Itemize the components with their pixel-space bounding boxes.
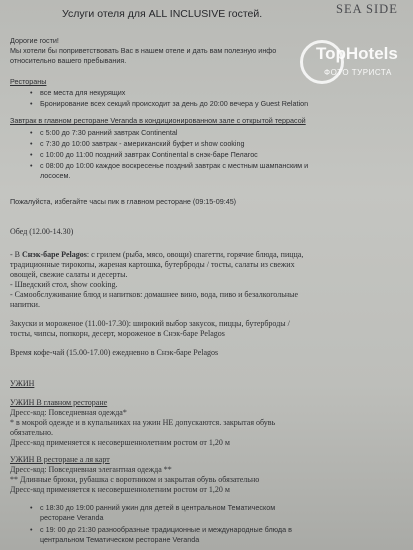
list-item-continuation: ресторане Veranda [40, 513, 104, 522]
section-heading-restaurants: Рестораны [10, 77, 47, 86]
list-item: с 10:00 до 11:00 поздний завтрак Continental в снэк-баре Пелагос [40, 150, 258, 159]
intro-line: Мы хотели бы поприветствовать Вас в нашем отеле и дать вам полезную инфо [10, 46, 277, 55]
watermark-brand: TopHotels [316, 44, 398, 63]
section-heading-breakfast: Завтрак в главном ресторане Veranda в кондиционированном зале с открытой террасой [10, 116, 306, 125]
lunch-line: традиционные тирокопы, жареная картошка, бутерброды / тосты, салаты из свежих [10, 260, 295, 269]
bullet-icon: • [30, 99, 33, 108]
bullet-icon: • [30, 161, 33, 170]
snacks-line: тосты, чипсы, попкорн, десерт, мороженое в Снэк-баре Pelagos [10, 329, 225, 338]
lunch-line: овощей, свежие салаты и десерты. [10, 270, 128, 279]
bullet-icon: • [30, 503, 33, 512]
dinner-alacarte-heading: УЖИН В ресторане а ля карт [10, 455, 110, 464]
list-item-continuation: центральном Тематическом ресторане Veranda [40, 535, 200, 544]
bullet-icon: • [30, 525, 33, 534]
dinner-heading: УЖИН [10, 379, 35, 388]
dinner-line: Дресс-код: Повседневная одежда* [10, 408, 127, 417]
dinner-line: ** Длинные брюки, рубашка с воротником и закрытая обувь обязательно [10, 475, 260, 484]
snacks-line: Закуски и мороженое (11.00-17.30): широкий выбор закусок, пиццы, бутерброды / [10, 319, 290, 328]
hotel-logo: SEA SIDE [336, 2, 398, 16]
dinner-line: Дресс-код: Повседневная элегантная одежда ** [10, 465, 172, 474]
watermark-logo [300, 38, 410, 92]
intro-line: относительно вашего пребывания. [10, 56, 127, 65]
page-title: Услуги отеля для ALL INCLUSIVE гостей. [62, 8, 263, 20]
dinner-line: * в мокрой одежде и в купальниках на ужин НЕ допускаются. закрытая обувь [10, 418, 276, 427]
bullet-icon: • [30, 139, 33, 148]
greeting: Дорогие гости! [10, 36, 59, 45]
lunch-line: - Самообслуживание блюд и напитков: домашнее вино, вода, пиво и безалкогольные [10, 290, 299, 299]
bullet-icon: • [30, 88, 33, 97]
lunch-line: - В Снэк-баре Pelagos: с грилем (рыба, мясо, овощи) спагетти, горячие блюда, пицца, [10, 250, 304, 259]
coffee-time: Время кофе-чай (15.00-17.00) ежедневно в Снэк-баре Pelagos [10, 348, 219, 357]
peak-hours-note: Пожалуйста, избегайте часы пик в главном ресторане (09:15-09:45) [10, 197, 237, 206]
list-item: с 5:00 до 7:30 ранний завтрак Continental [40, 128, 178, 137]
lunch-line: напитки. [10, 300, 40, 309]
lunch-line: - Шведский стол, show cooking. [10, 280, 118, 289]
bullet-icon: • [30, 128, 33, 137]
list-item: Бронирование всех секций происходит за день до 20:00 вечера у Guest Relation [40, 99, 309, 108]
dinner-line: обязательно. [10, 428, 54, 437]
bullet-icon: • [30, 150, 33, 159]
list-item-continuation: лососем. [40, 171, 71, 180]
list-item: с 7:30 до 10:00 завтрак - американский буфет и show cooking [40, 139, 245, 148]
dinner-line: Дресс-код применяется к несовершеннолетним ростом от 1,20 м [10, 438, 230, 447]
dinner-line: Дресс-код применяется к несовершеннолетним ростом от 1,20 м [10, 485, 230, 494]
lunch-heading: Обед (12.00-14.30) [10, 227, 74, 236]
list-item: с 08:00 до 10:00 каждое воскресенье поздний завтрак с местным шампанским и [40, 161, 309, 170]
list-item: все места для некурящих [40, 88, 126, 97]
dinner-main-heading: УЖИН В главном ресторане [10, 398, 108, 407]
watermark-subtitle: ФОТО ТУРИСТА [324, 68, 392, 77]
list-item: с 19: 00 до 21:30 разнообразные традиционные и международные блюда в [40, 525, 292, 534]
list-item: с 18:30 до 19:00 ранний ужин для детей в центральном Тематическом [40, 503, 276, 512]
